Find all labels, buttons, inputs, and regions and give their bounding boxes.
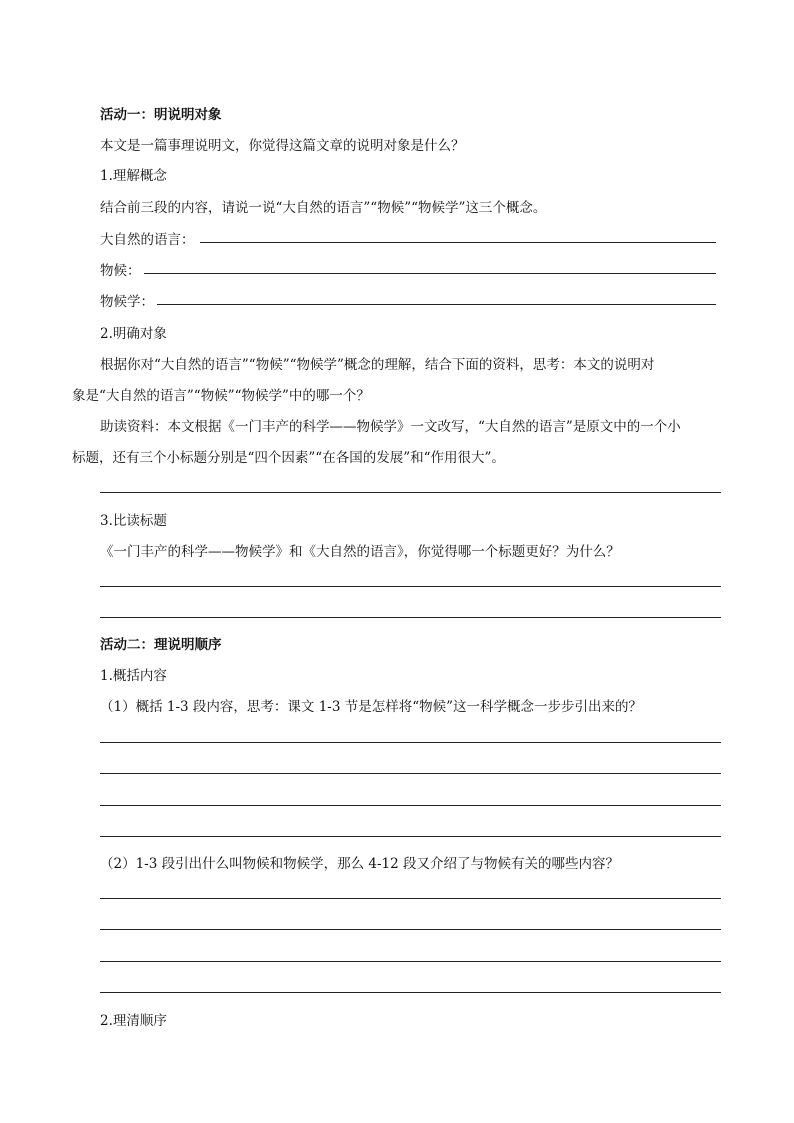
answer-line[interactable] — [100, 773, 721, 774]
compare-titles-question: 《一门丰产的科学——物候学》和《大自然的语言》，你觉得哪一个标题更好？为什么？ — [100, 544, 620, 560]
answer-line[interactable] — [100, 492, 721, 493]
answer-line[interactable] — [100, 742, 721, 743]
field-label-nature-language: 大自然的语言： — [100, 232, 195, 248]
field-label-phenology-science: 物候学： — [100, 294, 154, 310]
answer-line-nature-language[interactable] — [200, 242, 716, 243]
section-title-understand-concepts: 1.理解概念 — [100, 168, 167, 184]
identify-question-line1: 根据你对“大自然的语言”“物候”“物候学”概念的理解，结合下面的资料，思考：本文的说明对 — [100, 357, 655, 373]
answer-line[interactable] — [100, 929, 721, 930]
activity1-heading: 活动一：明说明对象 — [100, 107, 222, 123]
answer-line[interactable] — [100, 586, 721, 587]
summarize-question-2: （2）1-3 段引出什么叫物候和物候学，那么 4-12 段又介绍了与物候有关的哪些内容？ — [100, 856, 620, 872]
section-title-sequence: 2.理清顺序 — [100, 1013, 167, 1029]
field-label-phenology: 物候： — [100, 263, 141, 279]
answer-line[interactable] — [100, 805, 721, 806]
identify-question-line2: 象是“大自然的语言”“物候”“物候学”中的哪一个？ — [72, 388, 370, 404]
reading-material-line1: 助读资料：本文根据《一门丰产的科学——物候学》一文改写，“大自然的语言”是原文中的一个小 — [100, 419, 681, 435]
reading-material-line2: 标题，还有三个小标题分别是“四个因素”“在各国的发展”和“作用很大”。 — [72, 450, 505, 466]
section-title-identify-object: 2.明确对象 — [100, 326, 167, 342]
answer-line[interactable] — [100, 992, 721, 993]
answer-line[interactable] — [100, 961, 721, 962]
activity2-heading: 活动二：理说明顺序 — [100, 637, 222, 653]
answer-line[interactable] — [100, 898, 721, 899]
summarize-question-1: （1）概括 1-3 段内容，思考：课文 1-3 节是怎样将“物候”这一科学概念一步步引出来的？ — [100, 699, 643, 715]
section-title-summarize: 1.概括内容 — [100, 668, 167, 684]
answer-line-phenology-science[interactable] — [157, 304, 716, 305]
answer-line[interactable] — [100, 617, 721, 618]
answer-line-phenology[interactable] — [144, 273, 716, 274]
activity1-question: 本文是一篇事理说明文，你觉得这篇文章的说明对象是什么？ — [100, 138, 465, 154]
answer-line[interactable] — [100, 836, 721, 837]
section-title-compare-titles: 3.比读标题 — [100, 513, 167, 529]
concept-instruction: 结合前三段的内容，请说一说“大自然的语言”“物候”“物候学”这三个概念。 — [100, 200, 547, 216]
